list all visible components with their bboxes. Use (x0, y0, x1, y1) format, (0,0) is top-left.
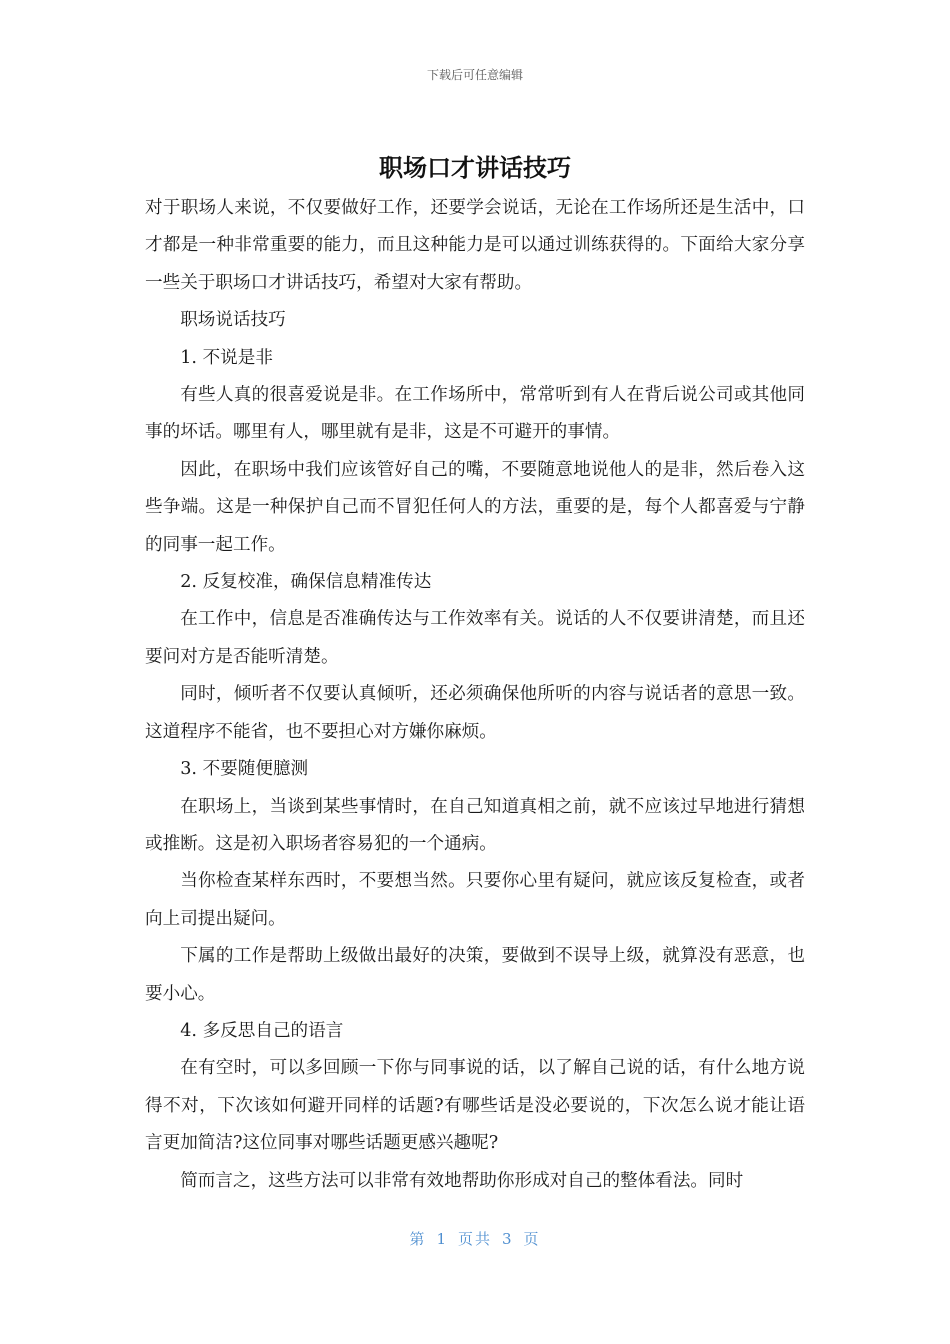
paragraph: 简而言之，这些方法可以非常有效地帮助你形成对自己的整体看法。同时 (180, 1170, 744, 1191)
paragraph: 同时，倾听者不仅要认真倾听，还必须确保他所听的内容与说话者的意思一致。这道程序不能省，也不要担心对方嫌你麻烦。 (145, 684, 805, 742)
paragraph: 有些人真的很喜爱说是非。在工作场所中，常常听到有人在背后说公司或其他同事的坏话。哪里有人，哪里就有是非，这是不可避开的事情。 (145, 385, 805, 443)
paragraph: 在职场上，当谈到某些事情时，在自己知道真相之前，就不应该过早地进行猜想或推断。这是初入职场者容易犯的一个通病。 (145, 796, 805, 854)
paragraph: 因此，在职场中我们应该管好自己的嘴，不要随意地说他人的是非，然后卷入这些争端。这是一种保护自己而不冒犯任何人的方法，重要的是，每个人都喜爱与宁静的同事一起工作。 (145, 459, 805, 555)
footer-middle: 页共 (457, 1230, 492, 1248)
paragraph: 当你检查某样东西时，不要想当然。只要你心里有疑问，就应该反复检查，或者向上司提出疑问。 (145, 871, 805, 929)
footer-suffix: 页 (523, 1230, 541, 1248)
document-body (145, 190, 805, 1200)
paragraph: 下属的工作是帮助上级做出最好的决策，要做到不误导上级，就算没有恶意，也要小心。 (145, 946, 805, 1004)
header-note: 下载后可任意编辑 (426, 68, 523, 82)
page-footer (0, 1228, 950, 1249)
footer-total-pages: 3 (502, 1230, 514, 1248)
tip-heading-3: 3. 不要随便臆测 (180, 759, 309, 780)
footer-prefix: 第 (409, 1230, 427, 1248)
tip-heading-2: 2. 反复校准，确保信息精准传达 (180, 572, 432, 593)
document-title: 职场口才讲话技巧 (379, 154, 571, 182)
footer-page-number: 1 (436, 1230, 448, 1248)
paragraph: 在工作中，信息是否准确传达与工作效率有关。说话的人不仅要讲清楚，而且还要问对方是否能听清楚。 (145, 609, 805, 667)
tip-heading-1: 1. 不说是非 (180, 347, 273, 368)
paragraph: 在有空时，可以多回顾一下你与同事说的话，以了解自己说的话，有什么地方说得不对，下次该如何避开同样的话题?有哪些话是没必要说的，下次怎么说才能让语言更加简洁?这位同事对哪些话题更感兴趣呢? (145, 1058, 805, 1154)
section-heading: 职场说话技巧 (180, 310, 286, 331)
intro-paragraph: 对于职场人来说，不仅要做好工作，还要学会说话，无论在工作场所还是生活中，口才都是一种非常重要的能力，而且这种能力是可以通过训练获得的。下面给大家分享一些关于职场口才讲话技巧，希望对大家有帮助。 (145, 198, 805, 293)
tip-heading-4: 4. 多反思自己的语言 (180, 1020, 344, 1041)
